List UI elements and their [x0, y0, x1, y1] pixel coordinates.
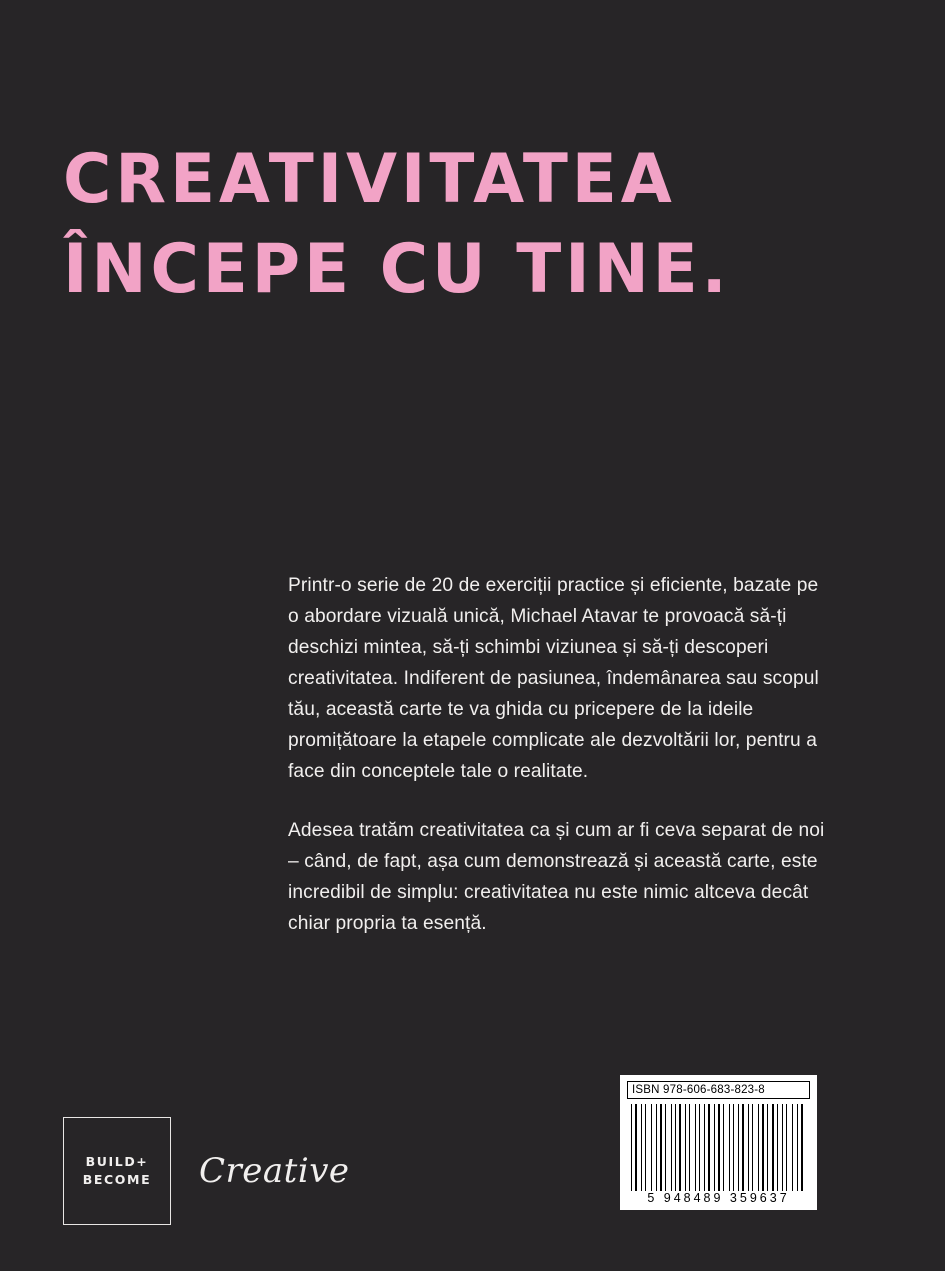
barcode	[620, 1075, 817, 1210]
blurb-text	[288, 570, 828, 939]
headline-line-2: ÎNCEPE CU TINE.	[63, 230, 731, 309]
series-wordmark: Creative	[199, 1151, 350, 1191]
blurb-paragraph-2: Adesea tratăm creativitatea ca și cum ar fi ceva separat de noi – când, de fapt, așa cum demonstrează și această carte, este incredibil de simplu: creativitatea nu este nimic altceva decât chiar propria ta esență.	[288, 820, 825, 934]
build-become-line-1: BUILD+	[85, 1154, 149, 1169]
blurb-paragraph-1: Printr-o serie de 20 de exerciții practice și eficiente, bazate pe o abordare vizuală unică, Michael Atavar te provoacă să-ți deschizi mintea, să-ți schimbi viziunea și să-ți descoperi creativitatea. Indiferent de pasiunea, îndemânarea sau scopul tău, această carte te va ghida cu pricepere de la ideile promițătoare la etapele complicate ale dezvoltării lor, pentru a face din conceptele tale o realitate.	[288, 575, 819, 782]
isbn-label: ISBN 978-606-683-823-8	[627, 1081, 810, 1099]
footer-logos	[63, 1117, 350, 1225]
barcode-digits: 5 948489 359637	[647, 1191, 790, 1205]
build-become-line-2: BECOME	[82, 1172, 152, 1187]
build-become-logo	[63, 1117, 171, 1225]
headline-line-1: CREATIVITATEA	[63, 140, 676, 219]
headline	[63, 140, 883, 326]
barcode-bars	[627, 1104, 810, 1191]
